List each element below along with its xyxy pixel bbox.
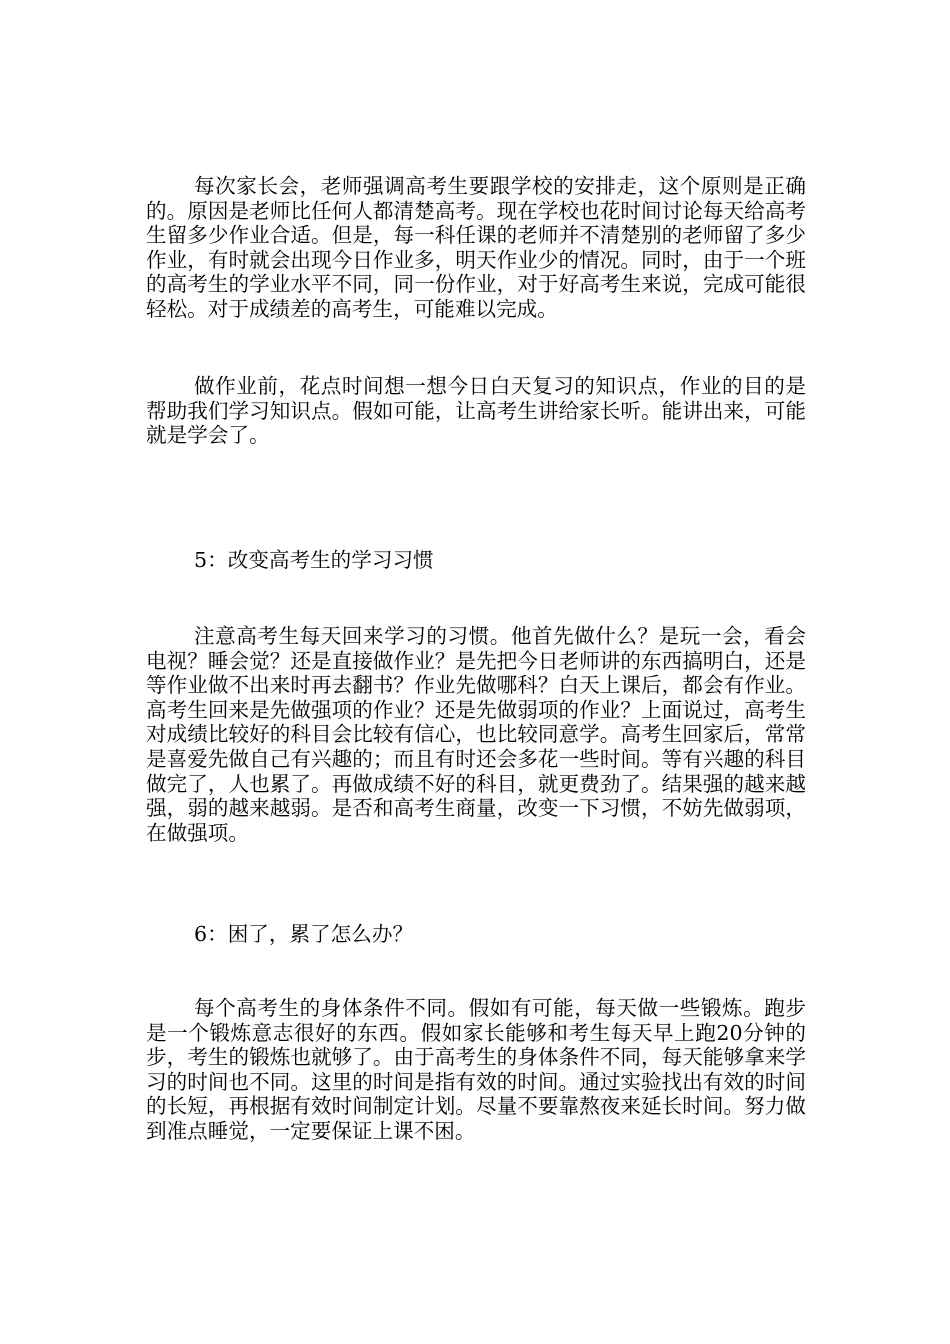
paragraph-exercise-and-rest: 每个高考生的身体条件不同。假如有可能，每天做一些锻炼。跑步是一个锻炼意志很好的东西。假如家长能够和考生每天早上跑20分钟的步，考生的锻炼也就够了。由于高考生的身体条件不同，每天能够拿来学习的时间也不同。这里的时间是指有效的时间。通过实验找出有效的时间的长短，再根据有效时间制定计划。尽量不要靠熬夜来延长时间。努力做到准点睡觉，一定要保证上课不困。 [146,996,806,1143]
section-heading-5: 5：改变高考生的学习习惯 [194,548,434,572]
paragraph-homework-arrangement: 每次家长会，老师强调高考生要跟学校的安排走，这个原则是正确的。原因是老师比任何人都清楚高考。现在学校也花时间讨论每天给高考生留多少作业合适。但是，每一科任课的老师并不清楚别的老师留了多少作业，有时就会出现今日作业多，明天作业少的情况。同时，由于一个班的高考生的学业水平不同，同一份作业，对于好高考生来说，完成可能很轻松。对于成绩差的高考生，可能难以完成。 [146,174,806,321]
paragraph-review-before-homework: 做作业前，花点时间想一想今日白天复习的知识点，作业的目的是帮助我们学习知识点。假如可能，让高考生讲给家长听。能讲出来，可能就是学会了。 [146,374,806,448]
paragraph-study-habits: 注意高考生每天回来学习的习惯。他首先做什么？是玩一会，看会电视？睡会觉？还是直接做作业？是先把今日老师讲的东西搞明白，还是等作业做不出来时再去翻书？作业先做哪科？白天上课后，都会有作业。高考生回来是先做强项的作业？还是先做弱项的作业？上面说过，高考生对成绩比较好的科目会比较有信心，也比较同意学。高考生回家后，常常是喜爱先做自己有兴趣的；而且有时还会多花一些时间。等有兴趣的科目做完了，人也累了。再做成绩不好的科目，就更费劲了。结果强的越来越强，弱的越来越弱。是否和高考生商量，改变一下习惯，不妨先做弱项，在做强项。 [146,624,806,845]
section-heading-6: 6：困了，累了怎么办？ [194,922,414,946]
